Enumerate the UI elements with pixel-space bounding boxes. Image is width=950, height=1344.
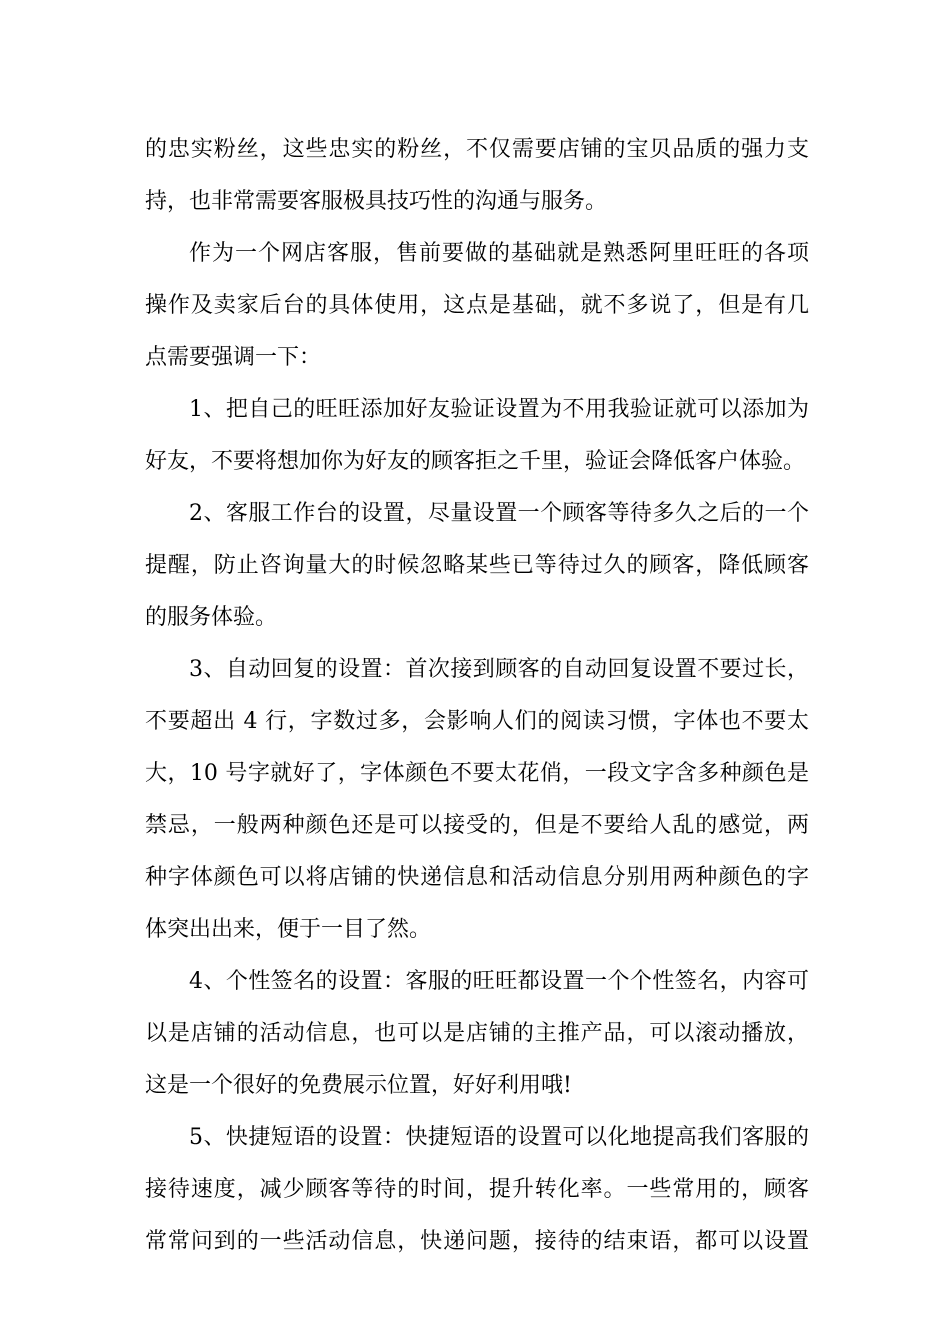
text-line: 操作及卖家后台的具体使用，这点是基础，就不多说了，但是有几 <box>145 293 809 318</box>
text-line: 好友，不要将想加你为好友的顾客拒之千里，验证会降低客户体验。 <box>145 449 806 474</box>
text-line: 常常问到的一些活动信息，快递问题，接待的结束语，都可以设置 <box>145 1229 809 1254</box>
text-line: 持，也非常需要客服极具技巧性的沟通与服务。 <box>145 189 608 214</box>
text-line: 体突出出来，便于一目了然。 <box>145 917 432 942</box>
text-line: 的忠实粉丝，这些忠实的粉丝，不仅需要店铺的宝贝品质的强力支 <box>145 137 809 162</box>
text-line: 4、个性签名的设置：客服的旺旺都设置一个个性签名，内容可 <box>189 969 809 994</box>
text-line: 提醒，防止咨询量大的时候忽略某些已等待过久的顾客，降低顾客 <box>145 553 809 578</box>
text-line: 点需要强调一下： <box>145 345 322 370</box>
text-line: 3、自动回复的设置：首次接到顾客的自动回复设置不要过长， <box>189 657 809 682</box>
text-line: 大，10 号字就好了，字体颜色不要太花俏，一段文字含多种颜色是 <box>145 761 809 786</box>
text-line: 以是店铺的活动信息，也可以是店铺的主推产品，可以滚动播放， <box>145 1021 809 1046</box>
text-line: 5、快捷短语的设置：快捷短语的设置可以化地提高我们客服的 <box>189 1125 809 1150</box>
text-line: 不要超出 4 行，字数过多，会影响人们的阅读习惯，字体也不要太 <box>145 709 809 734</box>
text-line: 作为一个网店客服，售前要做的基础就是熟悉阿里旺旺的各项 <box>189 241 809 266</box>
body-text <box>145 124 809 1268</box>
text-line: 1、把自己的旺旺添加好友验证设置为不用我验证就可以添加为 <box>189 397 809 422</box>
text-line: 禁忌，一般两种颜色还是可以接受的，但是不要给人乱的感觉，两 <box>145 813 809 838</box>
text-line: 这是一个很好的免费展示位置，好好利用哦! <box>145 1073 572 1098</box>
text-line: 接待速度，减少顾客等待的时间，提升转化率。一些常用的，顾客 <box>145 1177 809 1202</box>
text-line: 种字体颜色可以将店铺的快递信息和活动信息分别用两种颜色的字 <box>145 865 809 890</box>
text-line: 2、客服工作台的设置，尽量设置一个顾客等待多久之后的一个 <box>189 501 809 526</box>
text-line: 的服务体验。 <box>145 605 278 630</box>
